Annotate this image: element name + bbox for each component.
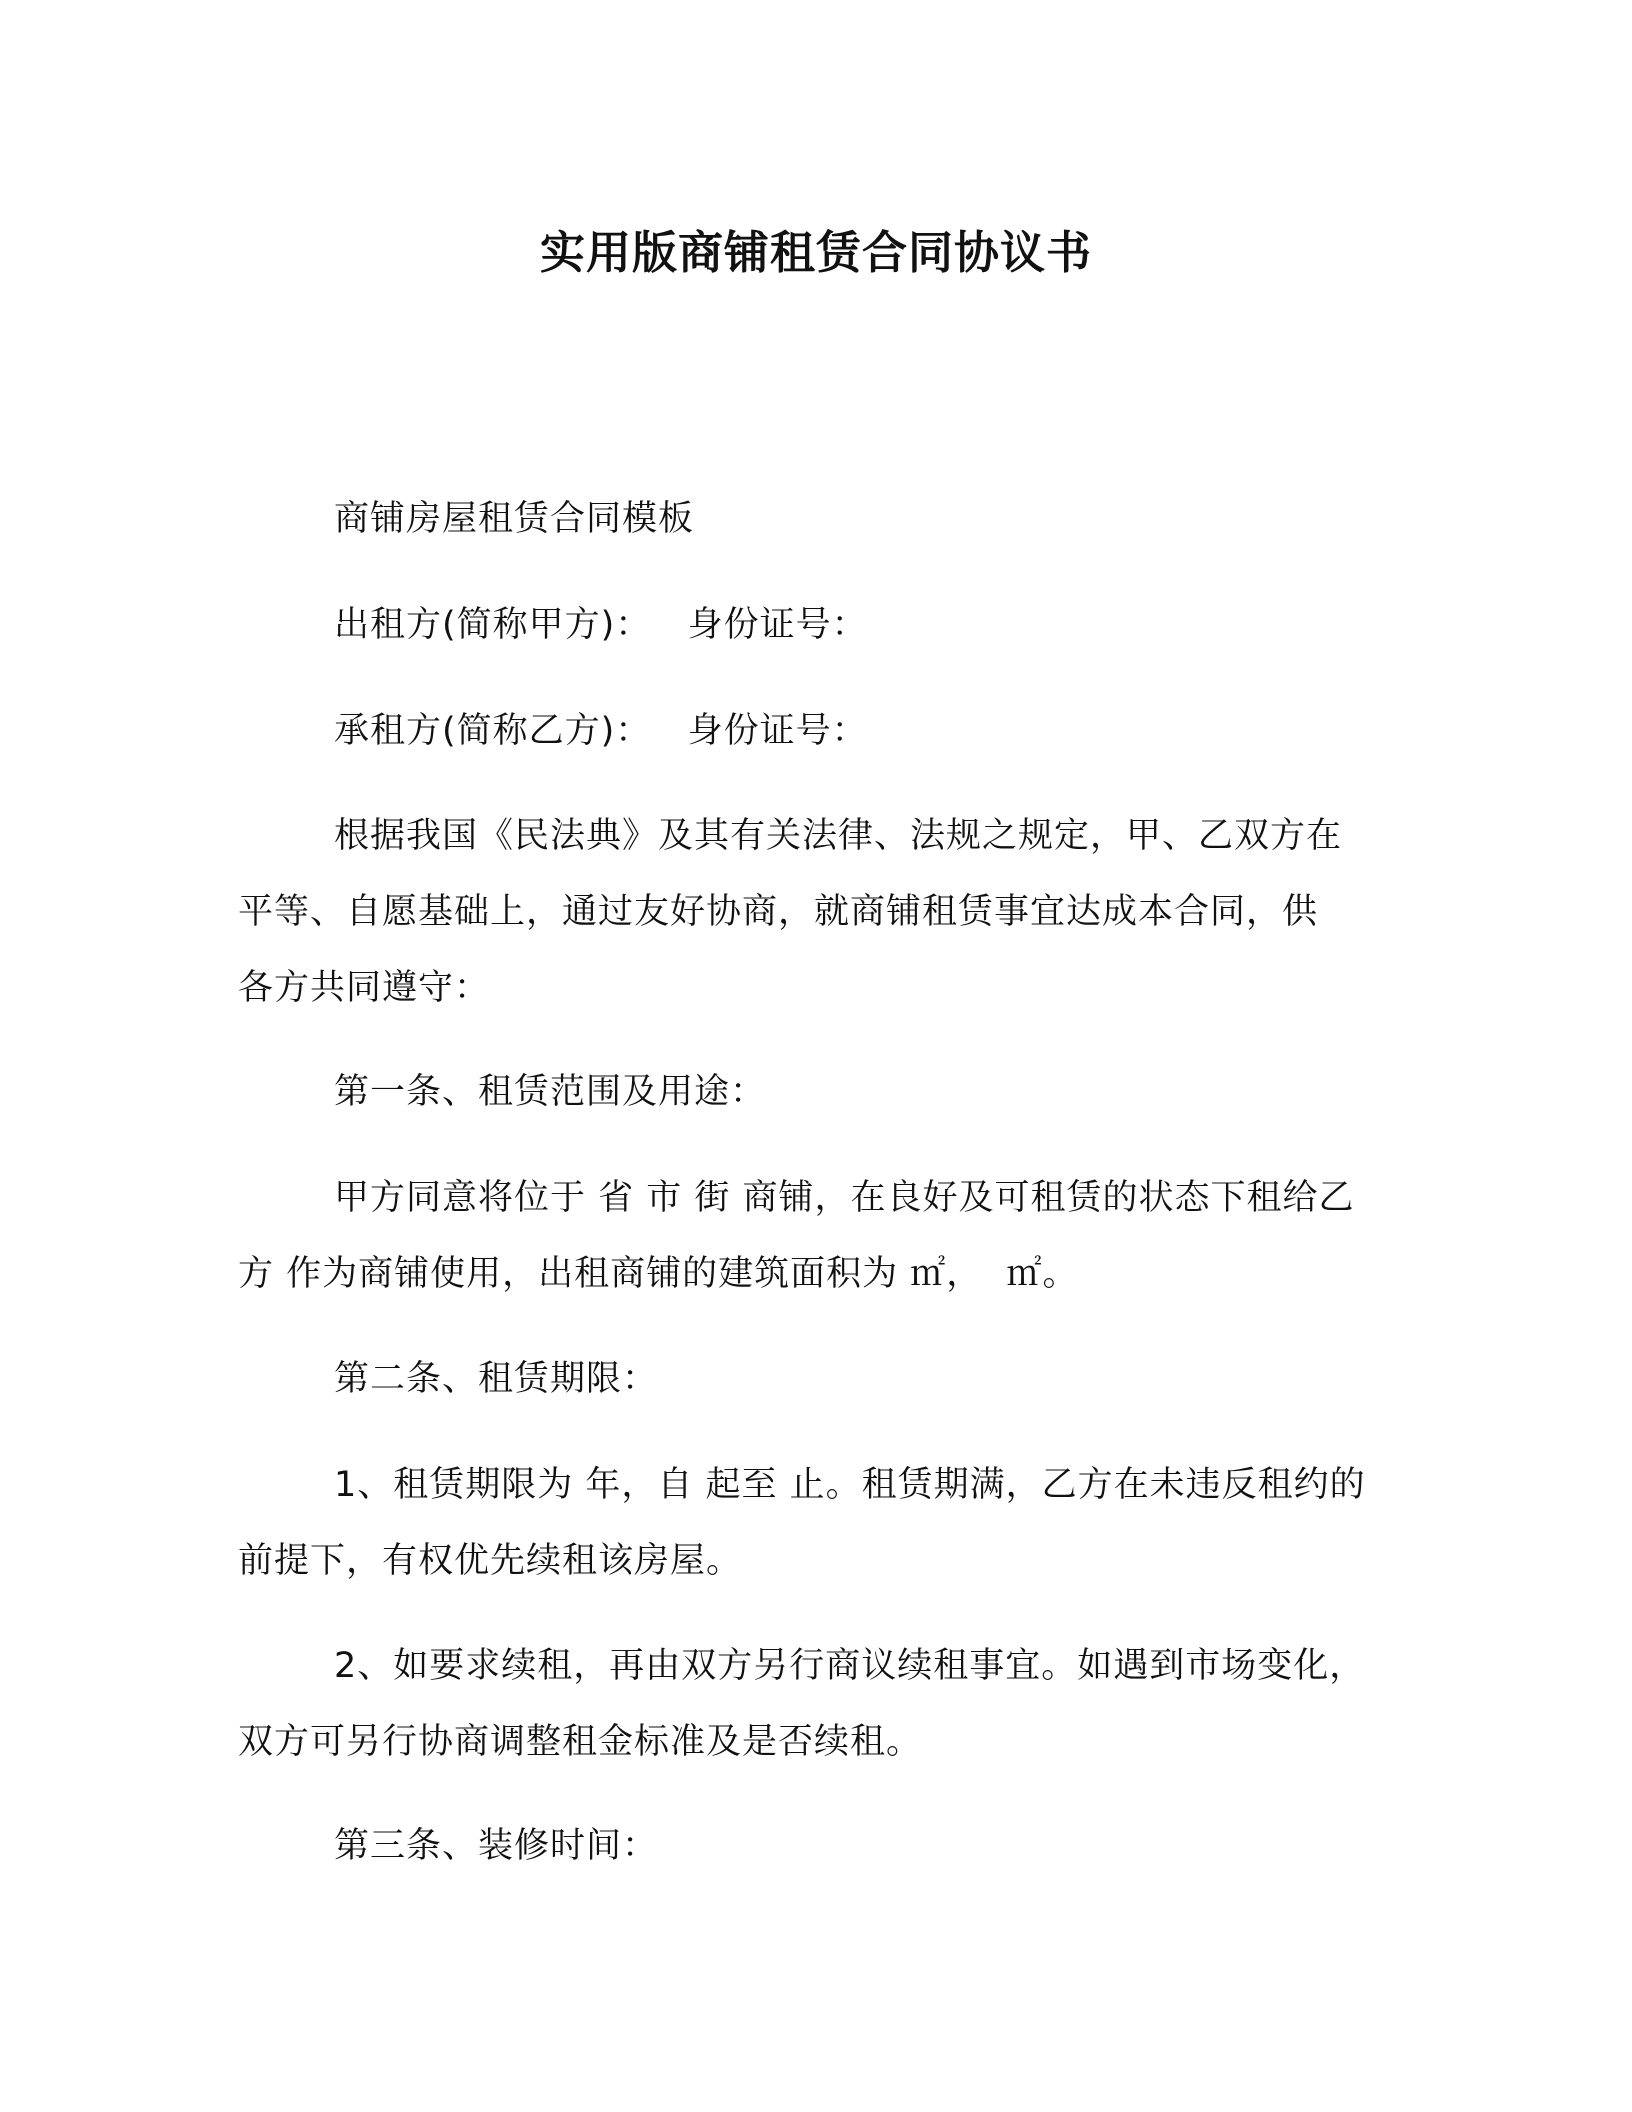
preamble-paragraph	[238, 798, 1388, 1026]
article2-item2-line-1: 2、如要求续租，再由双方另行商议续租事宜。如遇到市场变化，	[334, 1646, 1366, 1686]
article1-line-1: 甲方同意将位于 省 市 街 商铺，在良好及可租赁的状态下租给乙	[334, 1178, 1355, 1218]
article2-heading: 第二条、租赁期限：	[334, 1359, 659, 1399]
lessor-line: 出租方(简称甲方)： 身份证号：	[334, 605, 868, 645]
article3-heading: 第三条、装修时间：	[334, 1826, 659, 1866]
article3-heading-block	[238, 1808, 1388, 1884]
document-body	[238, 481, 1388, 557]
lessor-block	[238, 587, 1388, 663]
article1-line-2: 方 作为商铺使用，出租商铺的建筑面积为 ㎡， ㎡。	[238, 1254, 1079, 1294]
article1-paragraph	[238, 1160, 1388, 1312]
article2-heading-block	[238, 1341, 1388, 1417]
article2-item2-line-2: 双方可另行协商调整租金标准及是否续租。	[238, 1722, 923, 1762]
lessee-line: 承租方(简称乙方)： 身份证号：	[334, 711, 868, 751]
article2-item2	[238, 1628, 1388, 1780]
preamble-line-3: 各方共同遵守：	[238, 968, 491, 1008]
lessee-block	[238, 693, 1388, 769]
subtitle: 商铺房屋租赁合同模板	[334, 499, 695, 539]
article1-heading-block	[238, 1054, 1388, 1130]
article2-item1-line-2: 前提下，有权优先续租该房屋。	[238, 1541, 743, 1581]
preamble-line-1: 根据我国《民法典》及其有关法律、法规之规定，甲、乙双方在	[334, 816, 1343, 856]
document-title: 实用版商铺租赁合同协议书	[539, 226, 1092, 279]
preamble-line-2: 平等、自愿基础上，通过友好协商，就商铺租赁事宜达成本合同，供	[238, 892, 1319, 932]
article1-heading: 第一条、租赁范围及用途：	[334, 1072, 767, 1112]
article2-item1	[238, 1447, 1388, 1599]
article2-item1-line-1: 1、租赁期限为 年，自 起至 止。租赁期满，乙方在未违反租约的	[334, 1465, 1366, 1505]
